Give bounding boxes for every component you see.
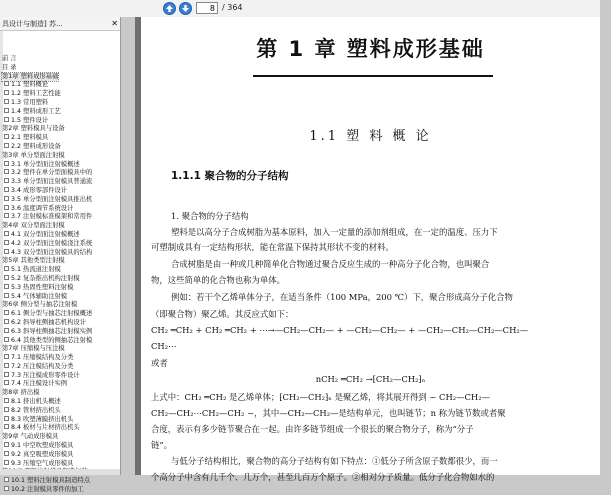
bookmark-page-icon: [4, 354, 9, 359]
next-page-button[interactable]: [179, 2, 192, 15]
bookmark-page-icon: [4, 240, 9, 245]
toc-item-label: 第1章 塑料成形基础: [2, 72, 59, 80]
toc-item[interactable]: [2, 293, 114, 302]
toc-item-label: 1.1 塑料概论: [11, 81, 49, 89]
bookmark-page-icon: [4, 143, 9, 148]
bookmark-page-icon: [4, 328, 9, 333]
toc-item-label: 3.4 成形零部件设计: [11, 186, 68, 194]
body-line: 链”。: [151, 440, 173, 450]
toc-item-label: 第3章 单分型面注射模: [2, 151, 65, 159]
body-line: 可塑制成具有一定结构形状，能在常温下保持其形状不变的材料。: [151, 242, 394, 252]
bookmark-page-icon: [4, 134, 9, 139]
bookmark-page-icon: [4, 310, 9, 315]
body-line: 例如：若干个乙烯单体分子，在适当条件（100 MPa，200 ℃）下，聚合形成高分子化合物: [171, 292, 513, 302]
body-line: （即聚合物）聚乙烯。其反应式如下：: [151, 309, 294, 319]
toc-item[interactable]: [2, 55, 114, 64]
toc-item-label: 7.3 压注模成形零件设计: [11, 371, 80, 379]
toc-item[interactable]: [2, 398, 114, 407]
toc-item-label: 6.2 斜导柱侧抽芯机构设计: [11, 318, 86, 326]
body-line: 或者: [151, 358, 168, 368]
page-total: / 364: [222, 3, 243, 12]
toc-item[interactable]: [2, 134, 114, 143]
toc-item-label: 4.1 双分型面注射模概述: [11, 230, 80, 238]
formula-center: nCH₂ ═CH₂ →⁅CH₂—CH₂⁆ₙ: [315, 374, 426, 384]
bookmark-page-icon: [4, 178, 9, 183]
bookmark-page-icon: [4, 442, 9, 447]
toc-list: [2, 55, 114, 495]
toc-item[interactable]: [2, 178, 114, 187]
bookmark-page-icon: [4, 266, 9, 271]
bookmark-page-icon: [4, 424, 9, 429]
bookmark-page-icon: [4, 460, 9, 465]
toc-item-label: 目 录: [2, 63, 17, 71]
bookmark-page-icon: [4, 81, 9, 86]
subsection-title: 1.1.1 聚合物的分子结构: [171, 170, 289, 182]
toc-item[interactable]: [2, 222, 114, 231]
bookmark-page-icon: [4, 187, 9, 192]
formula-line: CH₂ ═CH₂ + CH₂ ═CH₂ + ⋯→—CH₂—CH₂— + —CH₂—CH₂— + —CH₂—CH₂—CH₂—CH₂—: [151, 325, 529, 335]
toc-item[interactable]: [2, 284, 114, 293]
toc-item-label: 3.6 温度调节系统设计: [11, 204, 74, 212]
toc-item-label: 第4章 双分型面注射模: [2, 222, 65, 230]
toc-item[interactable]: [2, 451, 114, 460]
toc-item-label: 6.3 斜导柱侧抽芯注射模实例: [11, 327, 93, 335]
toc-item[interactable]: [2, 231, 114, 240]
toc-item[interactable]: [2, 266, 114, 275]
bookmark-page-icon: [4, 161, 9, 166]
toc-item-label: 9.1 中空吹塑成形模具: [11, 442, 74, 450]
body-line: 合成树脂是由一种或几种简单化合物通过聚合反应生成的一种高分子化合物，也叫聚合: [171, 259, 490, 269]
section-title: 1.1 塑 料 概 论: [309, 129, 432, 144]
toc-item-label: 4.2 双分型面注射模浇注系统: [11, 239, 93, 247]
toc-item[interactable]: [2, 301, 114, 310]
bookmark-page-icon: [4, 275, 9, 280]
bookmark-page-icon: [4, 117, 9, 122]
arrow-down-icon: [181, 4, 190, 13]
toc-item-label: 7.2 压注模结构及分类: [11, 362, 74, 370]
bookmark-page-icon: [4, 319, 9, 324]
toc-item-label: 5.1 热流道注射模: [11, 266, 61, 274]
toc-item-label: 8.1 挤出机头概述: [11, 398, 61, 406]
toc-item[interactable]: [2, 407, 114, 416]
bookmarks-sidebar: [0, 17, 121, 494]
toc-item[interactable]: [2, 213, 114, 222]
bookmark-page-icon: [4, 99, 9, 104]
toc-item-label: 10.1 塑料注射模具制造特点: [11, 477, 90, 485]
toc-item-label: 2.1 塑料模具: [11, 134, 49, 142]
toc-item[interactable]: [2, 389, 114, 398]
toc-item[interactable]: [2, 125, 114, 134]
toc-item-label: 3.5 单分型面注射模具推出机: [11, 195, 93, 203]
toc-item-label: 5.3 热固性塑料注射模: [11, 283, 74, 291]
body-line: 物，这些简单的化合物也称为单体。: [151, 275, 285, 285]
toc-item-label: 第5章 其他类型注射模: [2, 257, 65, 265]
bookmark-page-icon: [4, 372, 9, 377]
toc-item-label: 7.4 压注模设计实例: [11, 380, 68, 388]
toc-item-label: 9.2 真空吸塑成形模具: [11, 450, 74, 458]
toc-item[interactable]: [2, 99, 114, 108]
sidebar-horizontal-scrollbar[interactable]: [0, 469, 120, 475]
body-line: 合度，表示有多少链节聚合在一起。由许多链节组成一个很长的聚合物分子，称为“分子: [151, 424, 474, 434]
toc-item[interactable]: [2, 433, 114, 442]
page-number-input[interactable]: 8: [196, 2, 218, 14]
toc-item-label: 4.3 双分型面注射模具的结构: [11, 248, 93, 256]
toc-item[interactable]: [2, 354, 114, 363]
bookmark-page-icon: [4, 293, 9, 298]
bookmark-page-icon: [4, 213, 9, 218]
bookmark-page-icon: [4, 398, 9, 403]
toc-item-label: 3.3 单分型面注射模具普通流: [11, 178, 93, 186]
formula-line: CH₂⋯: [151, 341, 177, 351]
toolbar: [0, 0, 600, 18]
toc-item-label: 8.3 吹塑薄膜挤出机头: [11, 415, 74, 423]
arrow-up-icon: [165, 4, 174, 13]
toc-item-label: 1.3 常用塑料: [11, 98, 49, 106]
toc-item-label: 3.1 单分型面注射模概述: [11, 160, 80, 168]
bookmark-page-icon: [4, 249, 9, 254]
bookmark-page-icon: [4, 169, 9, 174]
toc-item[interactable]: [2, 81, 114, 90]
toc-item[interactable]: [2, 169, 114, 178]
toc-item-label: 3.7 注射模标准模架和常用件: [11, 213, 93, 221]
toc-item-label: 8.4 板材与片材挤出机头: [11, 424, 80, 432]
bookmark-page-icon: [4, 205, 9, 210]
sidebar-title-text: 具设计与制造] 苏...: [2, 20, 63, 28]
bookmark-page-icon: [4, 486, 9, 491]
bookmark-page-icon: [4, 337, 9, 342]
bookmark-page-icon: [4, 284, 9, 289]
toc-item-label: 前 言: [2, 55, 17, 62]
sidebar-title: [0, 17, 120, 31]
toc-item-label: 10.2 注射模具零件的加工: [11, 486, 84, 494]
toc-item[interactable]: [2, 187, 114, 196]
toc-item[interactable]: [2, 337, 114, 346]
toc-item[interactable]: [2, 257, 114, 266]
bookmark-page-icon: [4, 108, 9, 113]
previous-page-button[interactable]: [163, 2, 176, 15]
close-icon[interactable]: ✕: [111, 19, 118, 28]
toc-item-label: 5.4 气体辅助注射模: [11, 292, 68, 300]
toc-item-label: 2.2 塑料成形设备: [11, 142, 61, 150]
bookmark-page-icon: [4, 451, 9, 456]
toc-item-label: 6.1 侧分型与抽芯注射模概述: [11, 310, 93, 318]
body-line: 1. 聚合物的分子结构: [171, 211, 249, 221]
toc-item-label: 1.4 塑料成形工艺: [11, 107, 61, 115]
toc-item-label: 6.4 其他类型的侧抽芯注射模: [11, 336, 93, 344]
bookmark-page-icon: [4, 477, 9, 482]
toc-item[interactable]: [2, 310, 114, 319]
chapter-title: 第 1 章 塑料成形基础: [256, 37, 485, 61]
body-line: 塑料是以高分子合成树脂为基本原料，加入一定量的添加剂组成，在一定的温度、压力下: [171, 227, 498, 237]
toc-item[interactable]: [2, 143, 114, 152]
bookmark-page-icon: [4, 231, 9, 236]
toc-item-label: 8.2 管材挤出机头: [11, 406, 61, 414]
document-view: [121, 17, 600, 482]
toc-item[interactable]: [2, 486, 114, 495]
toc-item-label: 第6章 侧分型与抽芯注射模: [2, 301, 78, 309]
toc-item[interactable]: [2, 249, 114, 258]
bookmark-page-icon: [4, 407, 9, 412]
toc-item-label: 1.2 塑料工艺性能: [11, 90, 61, 98]
toc-item-label: 7.1 压缩模结构及分类: [11, 354, 74, 362]
toc-item[interactable]: [2, 380, 114, 389]
toc-item[interactable]: [2, 240, 114, 249]
toc-item[interactable]: [2, 90, 114, 99]
toc-item-label: 3.2 塑件在单分型面模具中的: [11, 169, 93, 177]
toc-item[interactable]: [2, 424, 114, 433]
document-page: [141, 17, 600, 482]
toc-item[interactable]: [2, 152, 114, 161]
bookmark-page-icon: [4, 363, 9, 368]
toc-item[interactable]: [2, 108, 114, 117]
bookmark-page-icon: [4, 90, 9, 95]
toc-item[interactable]: [2, 345, 114, 354]
body-line: 个高分子中含有几千个、几万个，甚至几百万个原子。②相对分子质量。低分子化合物如水的: [151, 472, 495, 482]
toc-item-label: 第2章 塑料模具与设备: [2, 125, 65, 133]
toc-item[interactable]: [2, 328, 114, 337]
bookmark-page-icon: [4, 416, 9, 421]
toc-item-label: 1.5 塑件设计: [11, 116, 49, 124]
bookmark-page-icon: [4, 196, 9, 201]
toc-item[interactable]: [2, 275, 114, 284]
body-line: CH₂—CH₂⋯CH₂—CH₂ ~，其中—CH₂—CH₂—是结构单元，也叫链节；n 称为链节数或者聚: [151, 408, 506, 418]
toc-item-label: 第8章 挤出模: [2, 389, 40, 397]
bookmark-page-icon: [4, 380, 9, 385]
toc-item[interactable]: [2, 64, 114, 73]
toc-item-label: 9.3 压缩空气成形模具: [11, 459, 74, 467]
toc-item[interactable]: [2, 477, 114, 486]
toc-item-label: 5.2 复杂推出机构注射模: [11, 274, 80, 282]
toc-item[interactable]: [2, 363, 114, 372]
chapter-rule: [253, 75, 493, 77]
toc-item-label: 第9章 气动成形模具: [2, 433, 59, 441]
toc-item[interactable]: [2, 319, 114, 328]
toc-item-label: 第7章 压缩模与压注模: [2, 345, 65, 353]
toc-item[interactable]: [2, 442, 114, 451]
toc-item[interactable]: [2, 196, 114, 205]
body-line: 上式中：CH₂ ═CH₂ 是乙烯单体；⁅CH₂—CH₂⁆ₙ 是聚乙烯，将其展开得到 ~ CH₂—CH₂—: [151, 392, 490, 402]
body-line: 与低分子结构相比，聚合物的高分子结构有如下特点：①低分子所含原子数都很少，而一: [171, 456, 498, 466]
